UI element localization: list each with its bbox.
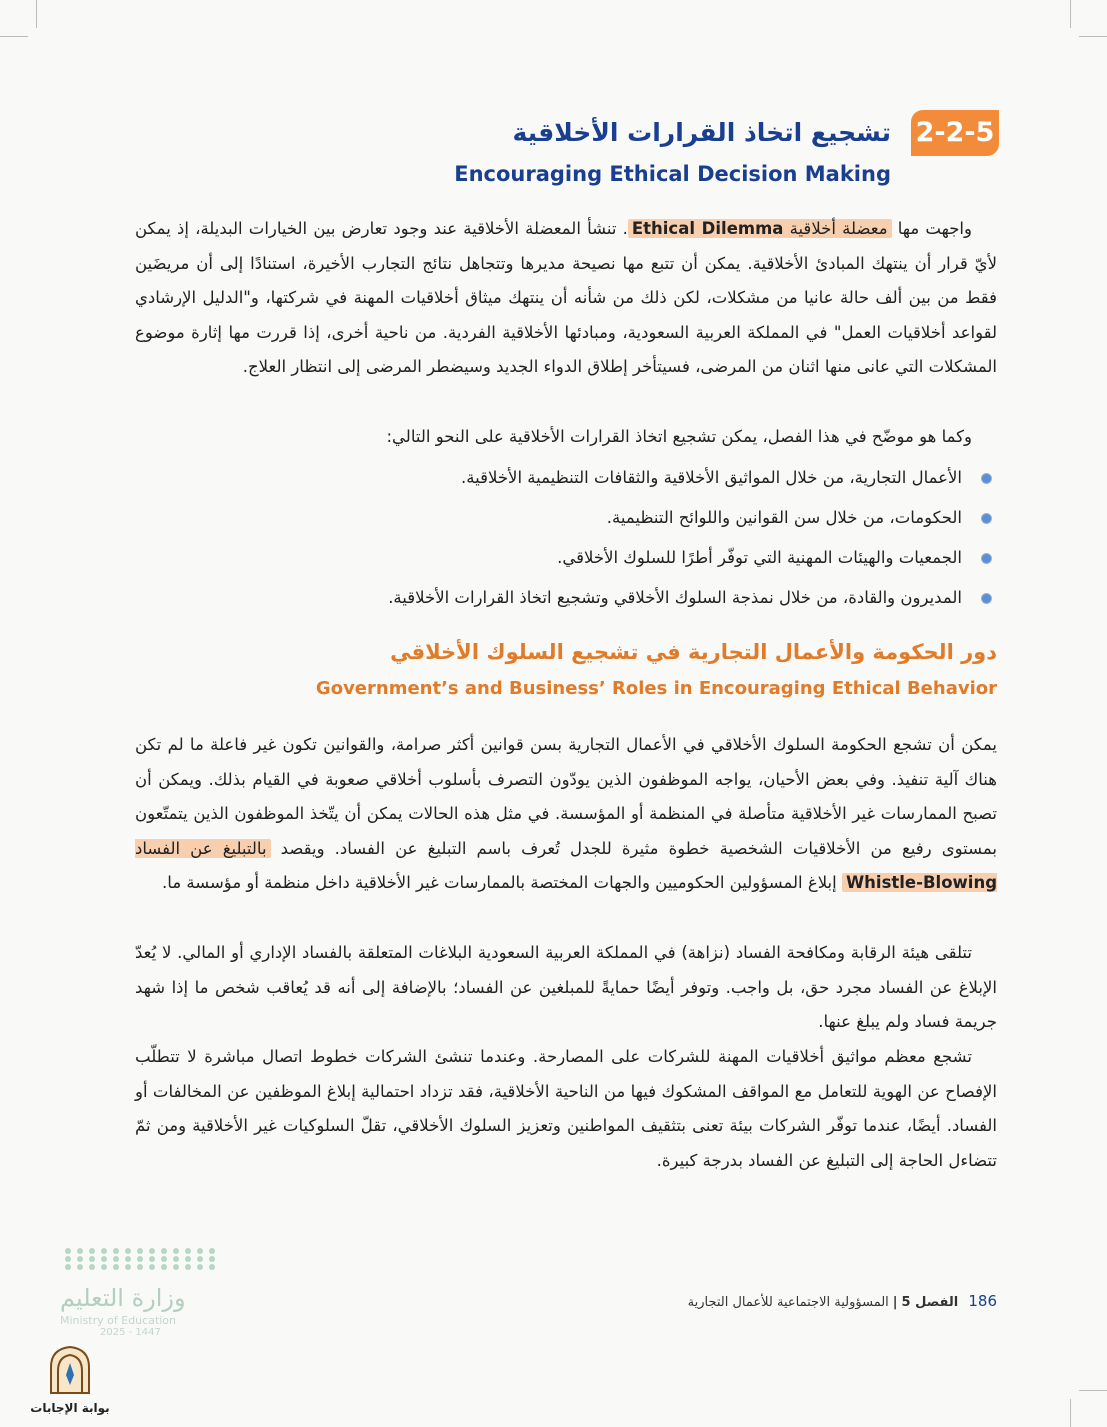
section-number-badge: 2-2-5 xyxy=(911,110,999,156)
crop-mark xyxy=(0,36,28,37)
subsection-title-arabic: دور الحكومة والأعمال التجارية في تشجيع السلوك الأخلاقي xyxy=(390,640,997,664)
government-paragraph xyxy=(135,728,997,901)
list-item: المديرون والقادة، من خلال نمذجة السلوك الأخلاقي وتشجيع اتخاذ القرارات الأخلاقية. xyxy=(135,578,997,618)
gate-icon xyxy=(47,1345,93,1395)
crop-mark xyxy=(1070,1399,1071,1427)
bullet-list xyxy=(135,458,997,618)
answers-site-name: بوابة الإجابات xyxy=(30,1401,110,1415)
intro-paragraph xyxy=(135,212,997,385)
term-english: Whistle-Blowing xyxy=(845,873,997,892)
ethical-dilemma-highlight xyxy=(628,219,892,238)
para3-text: تتلقى هيئة الرقابة ومكافحة الفساد (نزاهة) في المملكة العربية السعودية البلاغات المتعلقة بالفساد الإداري أو المالي. لا يُعدّ الإبلاغ عن الفساد مجرد حق، بل واجب. وتوفر أيضًا حمايةً للمبلغين عن الفساد؛ بالإضافة إلى أنه قد يُعاقب شخص ما إذا شهد جريمة فساد ولم يبلغ عنها. xyxy=(135,943,997,1031)
subsection-title-english: Government’s and Business’ Roles in Encouraging Ethical Behavior xyxy=(315,678,997,699)
lead-text: وكما هو موضّح في هذا الفصل، يمكن تشجيع اتخاذ القرارات الأخلاقية على النحو التالي: xyxy=(386,427,972,446)
term-english: Ethical Dilemma xyxy=(631,219,784,238)
para4-text: تشجع معظم مواثيق أخلاقيات المهنة للشركات على المصارحة. وعندما تنشئ الشركات خطوط اتصال مباشرة لا تتطلّب الإفصاح عن الهوية للتعامل مع المواقف المشكوك فيها من الناحية الأخلاقية، فقد تزداد احتمالية إبلاغ الموظفين عن المخالفات أو الفساد. أيضًا، عندما توفّر الشركات بيئة تعنى بتثقيف المواطنين وتعزيز السلوك الأخلاقي، تقلّ السلوكيات غير الأخلاقية ومن ثمّ تتضاءل الحاجة إلى التبليغ عن الفساد بدرجة كبيرة. xyxy=(135,1047,997,1170)
crop-mark xyxy=(36,0,37,28)
term-arabic: بالتبليغ عن الفساد xyxy=(135,838,267,858)
codes-paragraph xyxy=(135,1040,997,1178)
term-arabic: معضلة أخلاقية xyxy=(789,219,888,238)
book-title: المسؤولية الاجتماعية للأعمال التجارية xyxy=(687,1295,889,1310)
list-item: الجمعيات والهيئات المهنية التي توفّر أطرًا للسلوك الأخلاقي. xyxy=(135,538,997,578)
crop-mark xyxy=(1070,0,1071,28)
para2-text-rest: إبلاغ المسؤولين الحكوميين والجهات المختصة بالممارسات غير الأخلاقية داخل منظمة أو مؤسسة ما. xyxy=(162,873,842,892)
crop-mark xyxy=(1079,1390,1107,1391)
nazaha-paragraph xyxy=(135,936,997,1040)
section-title-english: Encouraging Ethical Decision Making xyxy=(454,162,891,186)
ministry-name-english: Ministry of Education xyxy=(60,1314,177,1327)
intro-text-start: واجهت مها xyxy=(891,219,972,238)
chapter-label: الفصل 5 xyxy=(901,1295,959,1310)
list-item: الأعمال التجارية، من خلال المواثيق الأخلاقية والثقافات التنظيمية الأخلاقية. xyxy=(135,458,997,498)
ministry-watermark xyxy=(60,1248,210,1338)
intro-text-rest: . تنشأ المعضلة الأخلاقية عند وجود تعارض بين الخيارات البديلة، إذ يمكن لأيّ قرار أن ينتهك المبادئ الأخلاقية. يمكن أن تتبع مها نصيحة مديرها وتتجاهل نتائج التجارب الأخيرة، استنادًا إلى أن مريضَين فقط من بين ألف حالة عانيا من مشكلات، لكن ذلك من شأنه أن ينتهك ميثاق أخلاقيات المهنة في شركتها، و"الدليل الإرشادي لقواعد أخلاقيات العمل" في المملكة العربية السعودية، ومبادئها الأخلاقية الفردية. من ناحية أخرى، إذا قررت مها إثارة موضوع المشكلات التي عانى منها اثنان من المرضى، فسيتأخر إطلاق الدواء الجديد وسيضطر المرضى إلى انتظار العلاج. xyxy=(135,219,997,376)
section-title-arabic: تشجيع اتخاذ القرارات الأخلاقية xyxy=(512,118,891,147)
footer-separator: | xyxy=(892,1295,898,1310)
page-footer xyxy=(688,1292,997,1310)
ministry-name-arabic: وزارة التعليم xyxy=(60,1284,186,1312)
ministry-logo-dots-icon xyxy=(65,1248,210,1270)
ministry-year: 2025 - 1447 xyxy=(100,1327,161,1338)
page-number: 186 xyxy=(968,1292,997,1310)
crop-mark xyxy=(1079,36,1107,37)
section-heading xyxy=(439,110,999,195)
list-item: الحكومات، من خلال سن القوانين واللوائح التنظيمية. xyxy=(135,498,997,538)
lead-paragraph xyxy=(135,420,997,455)
para2-text-start: يمكن أن تشجع الحكومة السلوك الأخلاقي في الأعمال التجارية بسن قوانين أكثر صرامة، والقوانين تكون غير فاعلة ما لم تكن هناك آلية تنفيذ. وفي بعض الأحيان، يواجه الموظفون الذين يودّون التصرف بأسلوب أخلاقي صعوبة في القيام بذلك. ويمكن أن تصبح الممارسات غير الأخلاقية متأصلة في المنظمة أو المؤسسة. في مثل هذه الحالات يمكن أن يتّخذ الموظفون الذين يتمتّعون بمستوى رفيع من الأخلاقيات الشخصية خطوة مثيرة للجدل تُعرف باسم التبليغ عن الفساد. ويقصد xyxy=(135,735,997,858)
answers-site-logo xyxy=(30,1345,110,1415)
